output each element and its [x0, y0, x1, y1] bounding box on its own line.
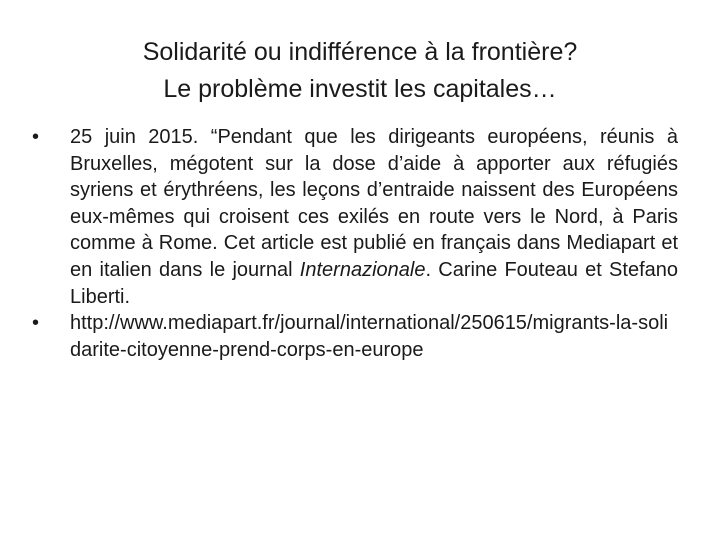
journal-name: Internazionale	[299, 258, 426, 281]
source-url[interactable]: http://www.mediapart.fr/journal/international/250615/migrants-la-solidarite-citoyenne-prend-corps-en-europe	[70, 312, 669, 361]
bullet-icon: •	[32, 126, 40, 148]
bullet-item-url	[30, 310, 678, 363]
article-text-main: 25 juin 2015. “Pendant que les dirigeants européens, réunis à Bruxelles, mégotent sur la dose d’aide à apporter aux réfugiés syriens et érythréens, les leçons d’entraide naissent des Européens eux-mêmes qui croisent ces exilés en route vers le Nord, à Paris comme à Rome. Cet article est publié en français dans Mediapart et en italien dans le journal	[70, 126, 678, 281]
slide-title	[40, 34, 680, 108]
title-line-2: Le problème investit les capitales…	[163, 75, 557, 103]
bullet-list	[30, 124, 678, 363]
bullet-item-article	[30, 124, 678, 310]
article-text	[70, 126, 678, 308]
title-line-1: Solidarité ou indifférence à la frontière?	[142, 38, 578, 66]
bullet-icon: •	[32, 312, 40, 335]
article-authors: . Carine Fouteau et Stefano Liberti.	[70, 258, 678, 308]
